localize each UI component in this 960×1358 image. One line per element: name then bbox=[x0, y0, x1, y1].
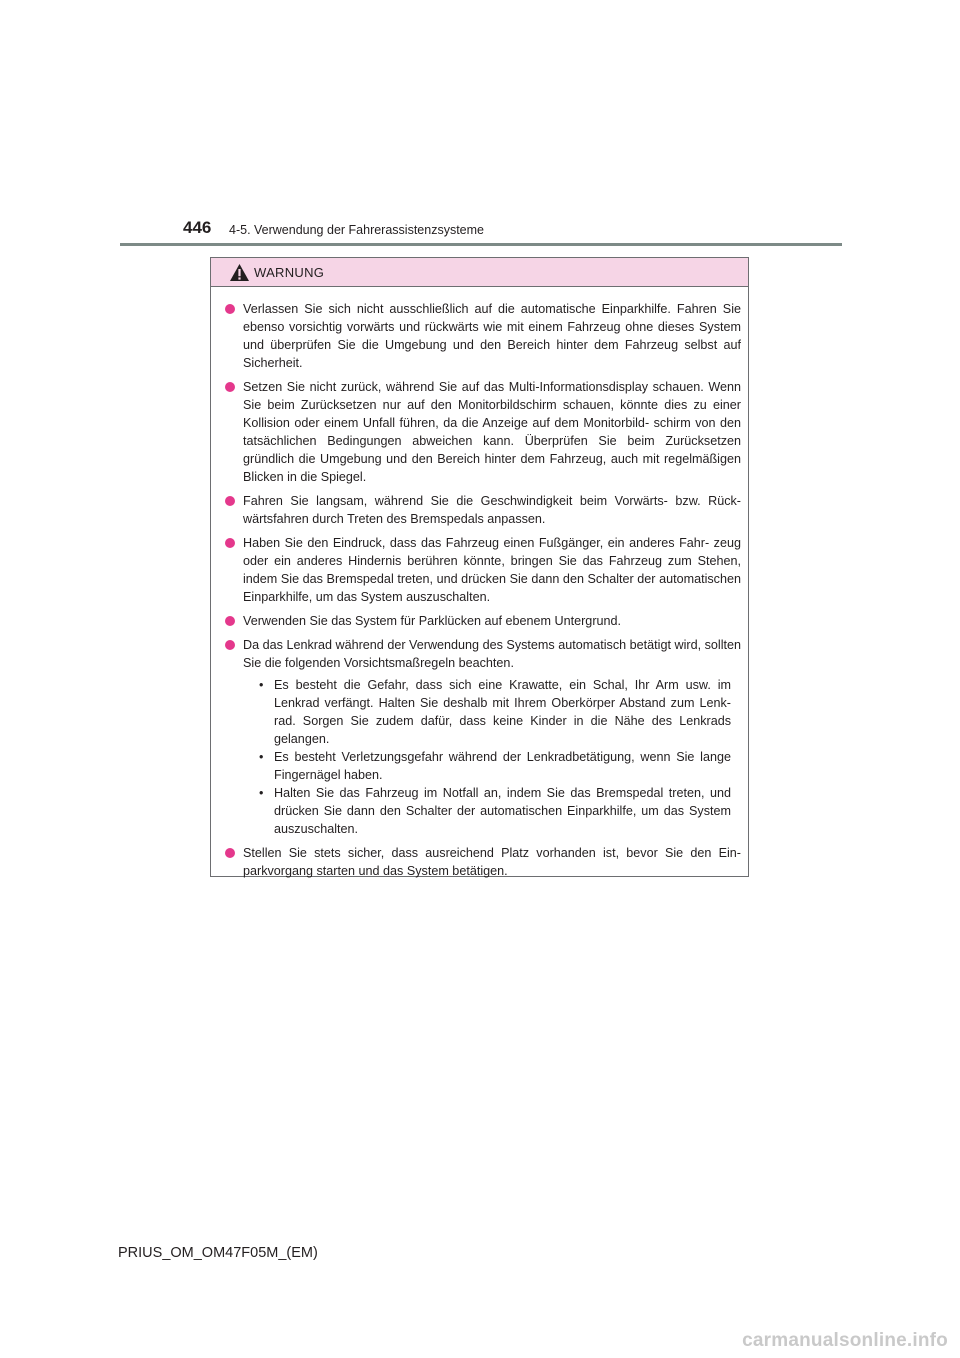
warning-item bbox=[225, 844, 741, 880]
sub-bullet-mark: • bbox=[259, 750, 264, 764]
warning-triangle-icon bbox=[229, 263, 250, 282]
bullet-icon bbox=[225, 640, 235, 650]
warning-item-text: Stellen Sie stets sicher, dass ausreichend Platz vorhanden ist, bevor Sie den Ein- parkvorgang starten und das System betätigen. bbox=[243, 846, 741, 878]
sub-list-item bbox=[243, 784, 741, 838]
warning-header bbox=[211, 258, 748, 287]
sub-list-item bbox=[243, 748, 741, 784]
warning-box bbox=[210, 257, 749, 877]
bullet-icon bbox=[225, 304, 235, 314]
header-rule bbox=[120, 243, 842, 246]
sub-list-item-text: Es besteht die Gefahr, dass sich eine Krawatte, ein Schal, Ihr Arm usw. im Lenkrad verfängt. Halten Sie deshalb mit Ihrem Oberkörper Abstand zum Lenk- rad. Sorgen Sie zudem dafür, dass keine Kinder in die Nähe des Lenkrads gelangen. bbox=[274, 678, 731, 746]
bullet-icon bbox=[225, 616, 235, 626]
warning-item-text: Verlassen Sie sich nicht ausschließlich auf die automatische Einparkhilfe. Fahren Sie ebenso vorsichtig vorwärts und rückwärts wie mit einem Fahrzeug ohne dieses System und überprüfen Sie die Umgebung und den Bereich hinter dem Fahrzeug selbst auf Sicherheit. bbox=[243, 302, 741, 370]
bullet-icon bbox=[225, 496, 235, 506]
warning-title: WARNUNG bbox=[254, 264, 325, 280]
page-number: 446 bbox=[183, 218, 212, 237]
sub-list-item-text: Halten Sie das Fahrzeug im Notfall an, indem Sie das Bremspedal treten, und drücken Sie dann den Schalter der automatischen Einparkhilfe, um das System auszuschalten. bbox=[274, 786, 731, 836]
warning-item bbox=[225, 534, 741, 606]
warning-item bbox=[225, 492, 741, 528]
bullet-icon bbox=[225, 848, 235, 858]
bullet-icon bbox=[225, 538, 235, 548]
sub-list-item-text: Es besteht Verletzungsgefahr während der Lenkradbetätigung, wenn Sie lange Fingernägel haben. bbox=[274, 750, 731, 782]
section-title: 4-5. Verwendung der Fahrerassistenzsysteme bbox=[229, 223, 484, 237]
warning-item-text: Haben Sie den Eindruck, dass das Fahrzeug einen Fußgänger, ein anderes Fahr- zeug oder ein anderes Hindernis berühren könnte, bringen Sie das Fahrzeug zum Stehen, indem Sie das Bremspedal treten, und drücken Sie dann den Schalter der automatischen Einparkhilfe, um das System auszuschalten. bbox=[243, 536, 741, 604]
warning-body bbox=[211, 287, 748, 880]
sub-bullet-mark: • bbox=[259, 678, 264, 692]
warning-item-text: Fahren Sie langsam, während Sie die Geschwindigkeit beim Vorwärts- bzw. Rück- wärtsfahren durch Treten des Bremspedals anpassen. bbox=[243, 494, 741, 526]
sub-bullet-mark: • bbox=[259, 786, 264, 800]
warning-item-text: Verwenden Sie das System für Parklücken auf ebenem Untergrund. bbox=[243, 614, 622, 628]
watermark: carmanualsonline.info bbox=[742, 1330, 948, 1351]
warning-item-text: Da das Lenkrad während der Verwendung des Systems automatisch betätigt wird, sollten Sie die folgenden Vorsichtsmaßregeln beachten. bbox=[243, 638, 741, 670]
sub-list bbox=[243, 676, 741, 838]
document-code: PRIUS_OM_OM47F05M_(EM) bbox=[118, 1245, 318, 1261]
warning-item-text: Setzen Sie nicht zurück, während Sie auf das Multi-Informationsdisplay schauen. Wenn Sie beim Zurücksetzen nur auf den Monitorbildschirm schauen, könnte dies zu einer Kollision oder einem Unfall führen, da die Anzeige auf dem Monitorbild- schirm von den tatsächlichen Bedingungen abweichen kann. Überprüfen Sie beim Zurücksetzen gründlich die Umgebung und den Bereich hinter dem Fahrzeug, auch mit regelmäßigen Blicken in die Spiegel. bbox=[243, 380, 741, 484]
bullet-icon bbox=[225, 382, 235, 392]
warning-item bbox=[225, 378, 741, 486]
warning-item bbox=[225, 636, 741, 838]
sub-list-item bbox=[243, 676, 741, 748]
warning-item bbox=[225, 612, 741, 630]
warning-item bbox=[225, 300, 741, 372]
